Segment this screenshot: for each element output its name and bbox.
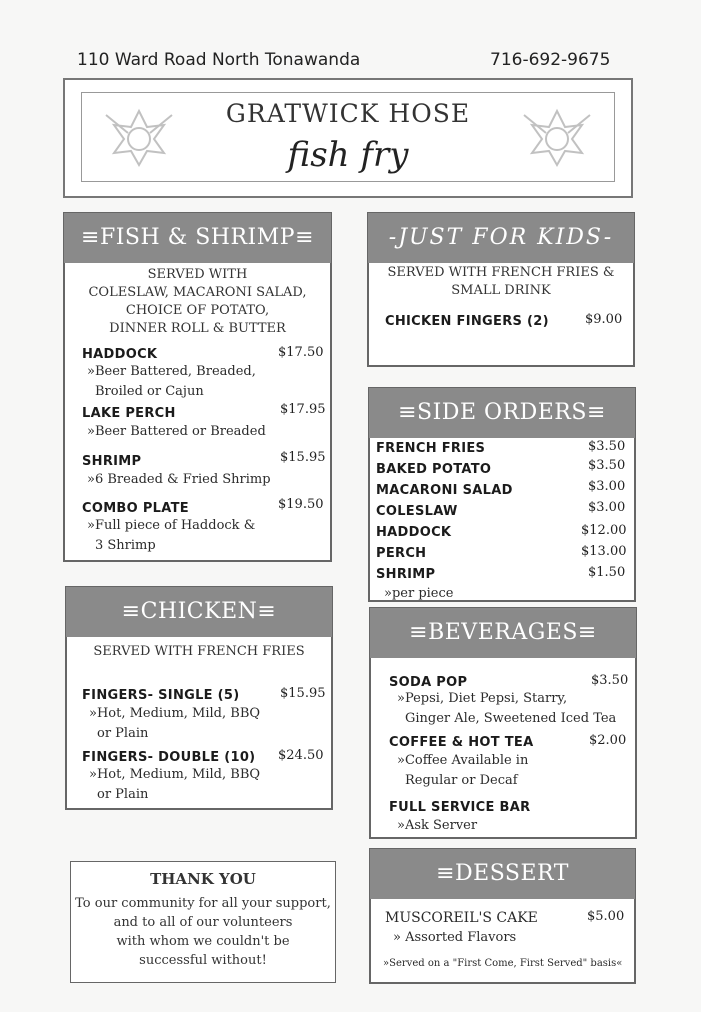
menu-item-name: BAKED POTATO — [376, 462, 492, 477]
beverages-section — [369, 607, 637, 839]
thank-you-box — [70, 861, 336, 983]
kids-heading: -JUST FOR KIDS- — [368, 213, 634, 263]
menu-item-name: FRENCH FRIES — [376, 441, 486, 456]
menu-item-name: FINGERS- SINGLE (5) — [82, 688, 240, 703]
menu-item-desc: »Beer Battered, Breaded, Broiled or Cajun — [87, 364, 256, 399]
menu-item-desc: »Coffee Available in Regular or Decaf — [397, 753, 529, 788]
menu-item-desc: » Assorted Flavors — [393, 930, 517, 945]
menu-item-price: $15.95 — [280, 686, 326, 701]
menu-item-price: $3.00 — [588, 500, 626, 515]
per-piece-note: »per piece — [384, 586, 454, 601]
menu-item-name: SHRIMP — [376, 567, 436, 582]
fish-fry-script: fish fry — [287, 135, 409, 175]
beverages-heading: ≡BEVERAGES≡ — [370, 608, 636, 658]
menu-item-price: $3.00 — [588, 479, 626, 494]
menu-item-price: $24.50 — [278, 748, 324, 763]
menu-item-name: FULL SERVICE BAR — [389, 800, 531, 815]
menu-item-name: COLESLAW — [376, 504, 458, 519]
thank-you-heading: THANK YOU — [150, 870, 256, 888]
menu-item-name: COMBO PLATE — [82, 501, 189, 516]
menu-item-price: $17.95 — [280, 402, 326, 417]
menu-item-desc: »Hot, Medium, Mild, BBQ or Plain — [89, 706, 261, 741]
menu-item-name: FINGERS- DOUBLE (10) — [82, 750, 256, 765]
fish-served-with: SERVED WITH COLESLAW, MACARONI SALAD, CHOICE OF POTATO, DINNER ROLL & BUTTER — [88, 267, 307, 336]
header-banner — [63, 78, 633, 198]
menu-item-desc: »Hot, Medium, Mild, BBQ or Plain — [89, 767, 261, 802]
menu-item-price: $3.50 — [588, 439, 626, 454]
menu-item-price: $5.00 — [587, 909, 625, 924]
header-frame — [81, 92, 615, 182]
chicken-heading: ≡CHICKEN≡ — [66, 587, 332, 637]
menu-item-price: $15.95 — [280, 450, 326, 465]
phone: 716-692-9675 — [490, 50, 611, 70]
restaurant-title: GRATWICK HOSE — [225, 99, 471, 128]
menu-item-desc: »6 Breaded & Fried Shrimp — [87, 472, 271, 487]
menu-item-desc: »Ask Server — [397, 818, 478, 833]
menu-item-name: LAKE PERCH — [82, 406, 176, 421]
menu-item-name: SODA POP — [389, 675, 468, 690]
menu-item-name: CHICKEN FINGERS (2) — [385, 314, 549, 329]
menu-item-name: SHRIMP — [82, 454, 142, 469]
side-orders-section — [368, 387, 636, 602]
side-orders-heading: ≡SIDE ORDERS≡ — [369, 388, 635, 438]
dessert-section — [369, 848, 636, 984]
menu-item-desc: »Beer Battered or Breaded — [87, 424, 266, 439]
menu-item-price: $1.50 — [588, 565, 626, 580]
menu-item-price: $3.50 — [588, 458, 626, 473]
thank-you-message: To our community for all your support, and to all of our volunteers with whom we couldn't be successful without! — [75, 896, 331, 968]
menu-item-name: COFFEE & HOT TEA — [389, 735, 534, 750]
menu-item-price: $12.00 — [581, 523, 627, 538]
menu-item-price: $19.50 — [278, 497, 324, 512]
menu-item-name: MACARONI SALAD — [376, 483, 513, 498]
chicken-served-with: SERVED WITH FRENCH FRIES — [93, 644, 305, 659]
menu-item-name: HADDOCK — [82, 347, 158, 362]
menu-item-price: $17.50 — [278, 345, 324, 360]
menu-item-price: $9.00 — [585, 312, 623, 327]
menu-item-price: $13.00 — [581, 544, 627, 559]
address: 110 Ward Road North Tonawanda — [77, 50, 361, 70]
chicken-section — [65, 586, 333, 810]
dessert-note: »Served on a "First Come, First Served" basis« — [383, 958, 623, 969]
fish-shrimp-heading: ≡FISH & SHRIMP≡ — [64, 213, 331, 263]
menu-item-name: MUSCOREIL'S CAKE — [385, 910, 538, 926]
menu-item-desc: »Full piece of Haddock & 3 Shrimp — [87, 518, 256, 553]
fish-shrimp-section — [63, 212, 332, 562]
kids-served-with: SERVED WITH FRENCH FRIES & SMALL DRINK — [387, 265, 615, 298]
dessert-heading: ≡DESSERT — [370, 849, 635, 899]
kids-section — [367, 212, 635, 367]
menu-item-price: $3.50 — [591, 673, 629, 688]
menu-item-desc: »Pepsi, Diet Pepsi, Starry, Ginger Ale, Sweetened Iced Tea — [397, 691, 617, 726]
menu-item-price: $2.00 — [589, 733, 627, 748]
menu-item-name: PERCH — [376, 546, 427, 561]
menu-item-name: HADDOCK — [376, 525, 452, 540]
